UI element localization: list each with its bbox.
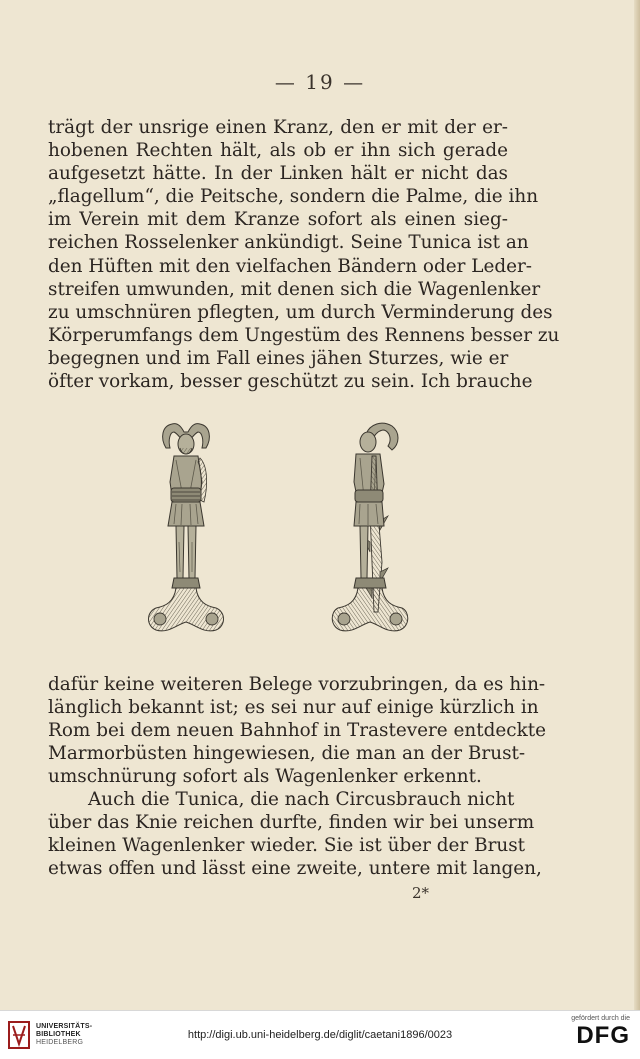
viewer-footer <box>0 1010 640 1059</box>
paragraph-mid <box>48 673 547 788</box>
text-line: den Hüften mit den vielfachen Bändern oder Leder- <box>48 255 533 277</box>
page-edge <box>634 0 640 1010</box>
text-line: kleinen Wagenlenker wieder. Sie ist über der Brust <box>48 835 526 857</box>
text-line: dafür keine weiteren Belege vorzubringen, da es hin- <box>48 674 546 695</box>
text-line: im Verein mit dem Kranze sofort als einen sieg- <box>48 209 508 231</box>
text-line: zu umschnüren pflegten, um durch Verminderung des <box>48 301 553 323</box>
text-line: hobenen Rechten hält, als ob er ihn sich gerade <box>48 140 508 162</box>
charioteer-figurine-front <box>146 412 226 640</box>
text-line: trägt der unsrige einen Kranz, den er mit der er- <box>48 117 508 138</box>
text-line: Auch die Tunica, die nach Circusbrauch nicht <box>88 789 515 810</box>
text-line: streifen umwunden, mit denen sich die Wagenlenker <box>48 278 541 300</box>
library-name-line: HEIDELBERG <box>36 1039 84 1046</box>
printer-signature: 2* <box>412 884 430 902</box>
library-name-line: BIBLIOTHEK <box>36 1031 81 1038</box>
text-line: „flagellum“, die Peitsche, sondern die Palme, die ihn <box>48 186 539 208</box>
text-line: begegnen und im Fall eines jähen Sturzes, wie er <box>48 347 509 369</box>
permalink-url[interactable]: http://digi.ub.uni-heidelberg.de/diglit/caetani1896/0023 <box>187 1029 453 1041</box>
sponsor[interactable] <box>571 1015 630 1050</box>
charioteer-figurine-side <box>330 412 410 640</box>
paragraph-top <box>48 116 560 393</box>
text-line: über das Knie reichen durfte, finden wir bei unserm <box>48 812 535 834</box>
text-line: umschnürung sofort als Wagenlenker erkennt. <box>48 766 482 788</box>
text-line: Rom bei dem neuen Bahnhof in Trastevere entdeckte <box>48 720 547 742</box>
library-name-line: UNIVERSITÄTS- <box>36 1023 93 1030</box>
text-line: reichen Rosselenker ankündigt. Seine Tunica ist an <box>48 232 529 254</box>
text-line: etwas offen und lässt eine zweite, untere mit langen, <box>48 858 542 880</box>
dfg-logo: DFG <box>576 1022 630 1049</box>
paragraph-bottom <box>48 788 542 880</box>
sponsor-label: gefördert durch die <box>571 1015 630 1022</box>
text-line: aufgesetzt hätte. In der Linken hält er nicht das <box>48 163 508 185</box>
text-line: öfter vorkam, besser geschützt zu sein. Ich brauche <box>48 371 533 393</box>
text-line: länglich bekannt ist; es sei nur auf einige kürzlich in <box>48 697 539 719</box>
page-number: — 19 — <box>274 70 366 94</box>
text-line: Körperumfangs dem Ungestüm des Rennens besser zu <box>48 324 560 346</box>
text-line: Marmorbüsten hingewiesen, die man an der Brust- <box>48 743 526 765</box>
